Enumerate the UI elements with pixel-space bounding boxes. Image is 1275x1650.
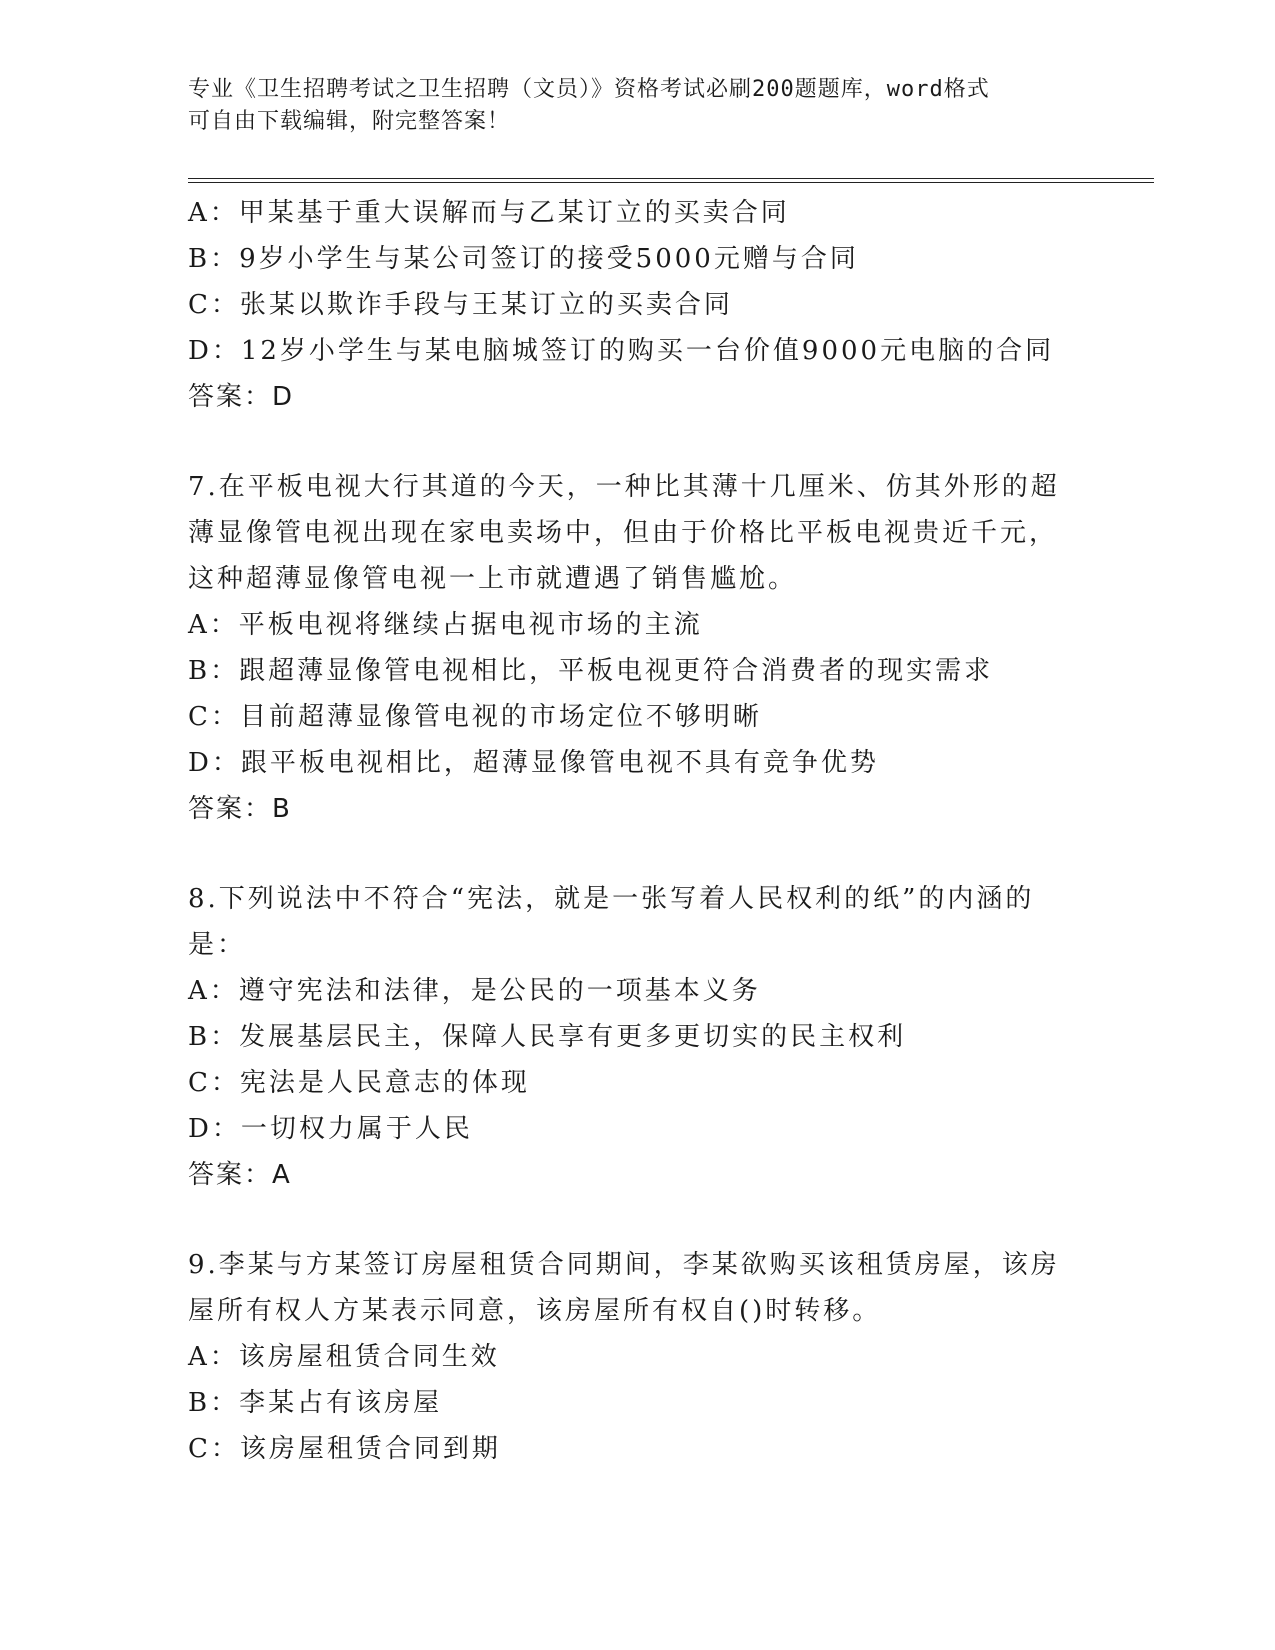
option-d: D：一切权力属于人民: [188, 1114, 473, 1144]
option-c: C：宪法是人民意志的体现: [188, 1068, 530, 1098]
option-b: B：李某占有该房屋: [188, 1388, 443, 1418]
header-line-2: 可自由下载编辑，附完整答案！: [188, 109, 511, 134]
question-text-line: 是：: [188, 930, 247, 960]
header-divider: [188, 178, 1154, 183]
question-text-line: 7.在平板电视大行其道的今天，一种比其薄十几厘米、仿其外形的超: [188, 472, 1060, 502]
document-header: [188, 74, 1068, 138]
option-a: A：甲某基于重大误解而与乙某订立的买卖合同: [188, 198, 790, 228]
question-block-9: [188, 1242, 1088, 1472]
question-text-line: 9.李某与方某签订房屋租赁合同期间，李某欲购买该租赁房屋，该房: [188, 1250, 1060, 1280]
answer-label: 答案：A: [188, 1160, 292, 1190]
option-d: D：12岁小学生与某电脑城签订的购买一台价值9000元电脑的合同: [188, 336, 1055, 366]
option-c: C：目前超薄显像管电视的市场定位不够明晰: [188, 702, 762, 732]
option-d: D：跟平板电视相比，超薄显像管电视不具有竞争优势: [188, 748, 879, 778]
option-a: A：遵守宪法和法律，是公民的一项基本义务: [188, 976, 761, 1006]
answer-label: 答案：B: [188, 794, 292, 824]
option-c: C：张某以欺诈手段与王某订立的买卖合同: [188, 290, 733, 320]
option-b: B：跟超薄显像管电视相比，平板电视更符合消费者的现实需求: [188, 656, 994, 686]
answer-label: 答案：D: [188, 382, 295, 412]
block-spacer: [188, 832, 1088, 876]
option-b: B：发展基层民主，保障人民享有更多更切实的民主权利: [188, 1022, 907, 1052]
question-text-line: 这种超薄显像管电视一上市就遭遇了销售尴尬。: [188, 564, 798, 594]
question-list: [188, 190, 1088, 1472]
question-text-line: 薄显像管电视出现在家电卖场中，但由于价格比平板电视贵近千元，: [188, 518, 1059, 548]
block-spacer: [188, 420, 1088, 464]
option-a: A：平板电视将继续占据电视市场的主流: [188, 610, 703, 640]
block-spacer: [188, 1198, 1088, 1242]
header-line-1: 专业《卫生招聘考试之卫生招聘（文员）》资格考试必刷200题题库，word格式: [188, 77, 990, 102]
question-text-line: 8.下列说法中不符合“宪法，就是一张写着人民权利的纸”的内涵的: [188, 884, 1035, 914]
question-block-6: [188, 190, 1088, 420]
option-b: B：9岁小学生与某公司签订的接受5000元赠与合同: [188, 244, 859, 274]
question-block-8: [188, 876, 1088, 1198]
option-a: A：该房屋租赁合同生效: [188, 1342, 500, 1372]
option-c: C：该房屋租赁合同到期: [188, 1434, 501, 1464]
question-text-line: 屋所有权人方某表示同意，该房屋所有权自()时转移。: [188, 1296, 882, 1326]
question-block-7: [188, 464, 1088, 832]
